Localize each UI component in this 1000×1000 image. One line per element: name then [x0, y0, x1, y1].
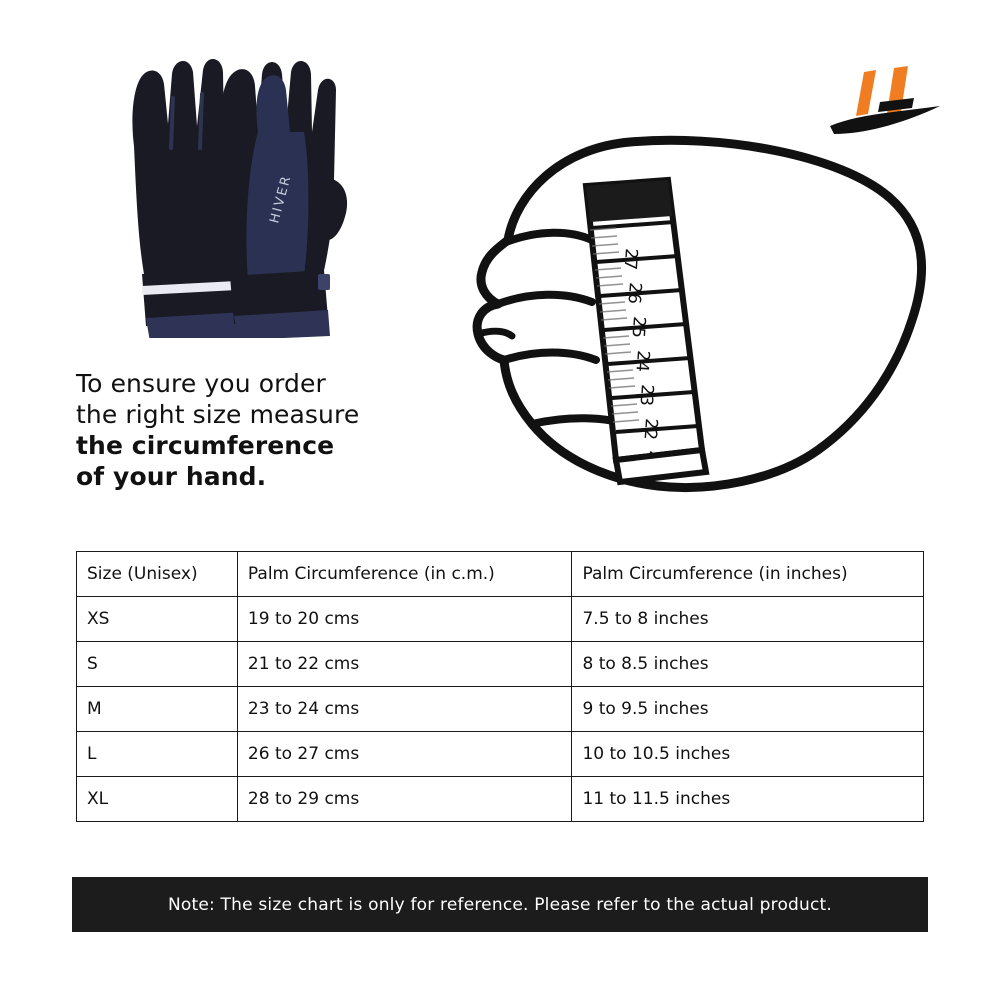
cell-cm: 23 to 24 cms: [237, 687, 572, 732]
cell-inches: 8 to 8.5 inches: [572, 642, 924, 687]
headline-line-2: the right size measure: [76, 400, 360, 429]
cell-cm: 28 to 29 cms: [237, 777, 572, 822]
table-row: [77, 597, 924, 642]
note-text: Note: The size chart is only for reference. Please refer to the actual product.: [167, 894, 833, 915]
cell-size: L: [77, 732, 238, 777]
table-row: [77, 732, 924, 777]
svg-text:HIVER: HIVER: [267, 173, 295, 226]
table-row: [77, 777, 924, 822]
hand-measurement-illustration: [420, 120, 940, 510]
cell-cm: 21 to 22 cms: [237, 642, 572, 687]
cell-size: M: [77, 687, 238, 732]
cell-cm: 26 to 27 cms: [237, 732, 572, 777]
page-title: [76, 368, 426, 492]
cell-size: S: [77, 642, 238, 687]
cell-size: XS: [77, 597, 238, 642]
column-header-size: Size (Unisex): [77, 552, 238, 597]
cell-inches: 10 to 10.5 inches: [572, 732, 924, 777]
size-chart-table-container: [76, 551, 924, 822]
size-chart-table: [76, 551, 924, 822]
column-header-inches: Palm Circumference (in inches): [572, 552, 924, 597]
headline-line-3: the circumference: [76, 431, 335, 460]
cell-inches: 9 to 9.5 inches: [572, 687, 924, 732]
table-row: [77, 687, 924, 732]
cell-inches: 11 to 11.5 inches: [572, 777, 924, 822]
cell-cm: 19 to 20 cms: [237, 597, 572, 642]
note-banner: [72, 877, 928, 932]
cell-size: XL: [77, 777, 238, 822]
cell-inches: 7.5 to 8 inches: [572, 597, 924, 642]
table-row: [77, 642, 924, 687]
column-header-cm: Palm Circumference (in c.m.): [237, 552, 572, 597]
headline-line-1: To ensure you order: [76, 369, 326, 398]
headline-line-4: of your hand.: [76, 462, 267, 491]
gloves-illustration: [72, 28, 372, 338]
table-header-row: [77, 552, 924, 597]
